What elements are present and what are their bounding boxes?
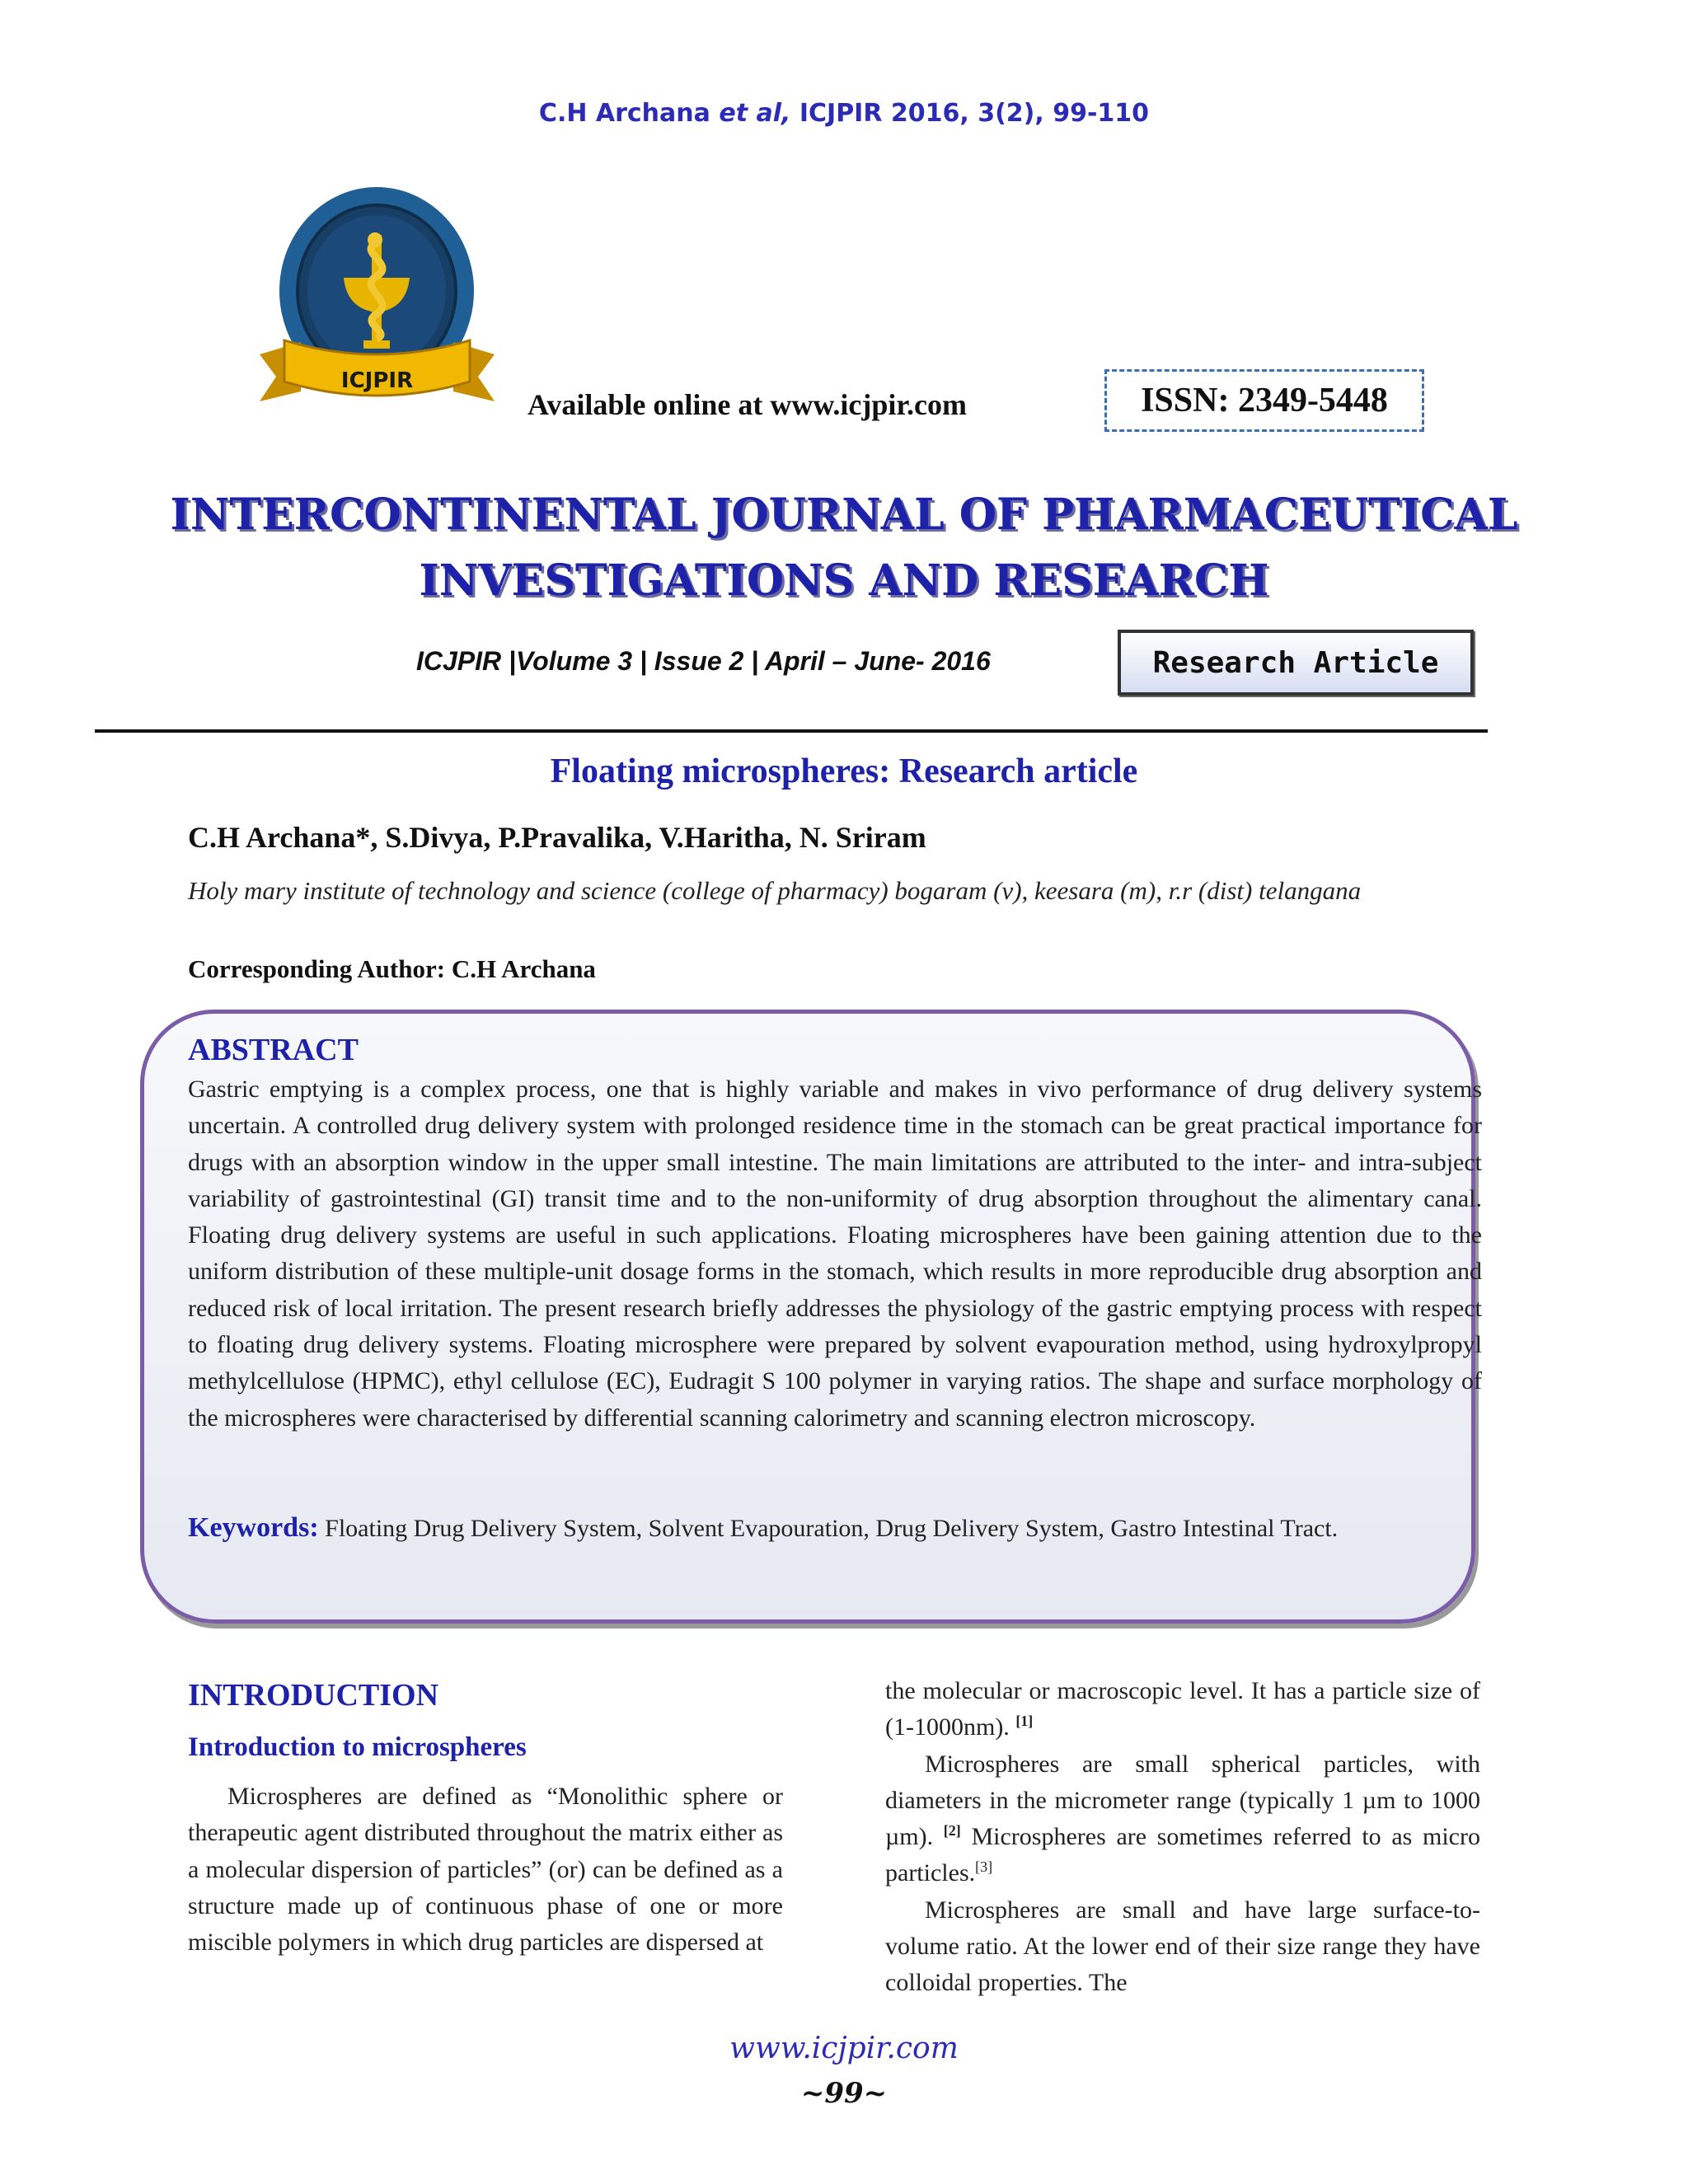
affiliation: Holy mary institute of technology and science (college of pharmacy) bogaram (v), keesara (m), r.r (dist) telangana [188,876,1362,905]
running-head-rest: ICJPIR 2016, 3(2), 99-110 [790,99,1150,128]
right-paragraph-1 [885,1673,1480,1746]
corresponding-label: Corresponding Author: [188,954,452,983]
left-column [188,1779,783,1961]
running-head [0,99,1688,128]
journal-logo [251,185,503,424]
article-type-badge [1118,630,1474,696]
citation-1: [1] [1015,1713,1034,1730]
right-paragraph-3: Microspheres are small and have large surface-to-volume ratio. At the lower end of their size range they have colloidal properties. The [885,1896,1480,1997]
running-head-author: C.H Archana [538,99,720,128]
left-paragraph: Microspheres are defined as “Monolithic sphere or therapeutic agent distributed throughout the matrix either as a molecular dispersion of particles” (or) can be defined as a structure made up of continuous phase of one or more miscible polymers in which drug particles are dispersed at [188,1783,783,1957]
author-list: C.H Archana*, S.Divya, P.Pravalika, V.Haritha, N. Sriram [188,821,926,854]
right-paragraph-2 [885,1746,1480,1892]
page-number: ~99~ [800,2077,888,2110]
right-column [885,1673,1480,2002]
journal-title-line1: INTERCONTINENTAL JOURNAL OF PHARMACEUTICAL [170,490,1518,540]
citation-3: [3] [975,1858,993,1876]
footer-url: www.icjpir.com [729,2032,959,2065]
right-p1-text: the molecular or macroscopic level. It has a particle size of (1-1000nm). [885,1677,1480,1741]
corresponding-author [188,954,596,984]
right-p2b-text: Microspheres are sometimes referred to as micro particles. [885,1823,1480,1887]
journal-title [0,482,1688,614]
issn-text: ISSN: 2349-5448 [1141,382,1388,419]
issue-line: ICJPIR |Volume 3 | Issue 2 | April – June- 2016 [416,646,991,676]
corresponding-name: C.H Archana [451,954,596,983]
available-online: Available online at www.icjpir.com [528,388,967,421]
keywords [188,1510,1482,1547]
introduction-heading: INTRODUCTION [188,1678,439,1713]
right-p2a-text: Microspheres are small spherical particles, with diameters in the micrometer range (typically 1 µm to 1000 µm). [885,1750,1480,1851]
journal-title-line2: INVESTIGATIONS AND RESEARCH [419,555,1269,606]
abstract-text: Gastric emptying is a complex process, one that is highly variable and makes in vivo performance of drug delivery systems uncertain. A controlled drug delivery system with prolonged residence time in the stomach can be great practical importance for drugs with an absorption window in the upper small intestine. The main limitations are attributed to the inter- and intra-subject variability of gastrointestinal (GI) transit time and to the non-uniformity of drug absorption throughout the alimentary canal. Floating drug delivery systems are useful in such applications. Floating microspheres have been gaining attention due to the uniform distribution of these multiple-unit dosage forms in the stomach, which results in more reproducible drug absorption and reduced risk of local irritation. The present research briefly addresses the physiology of the gastric emptying process with respect to floating drug delivery systems. Floating microsphere were prepared by solvent evapouration method, using hydroxylpropyl methylcellulose (HPMC), ethyl cellulose (EC), Eudragit S 100 polymer in varying ratios. The shape and surface morphology of the microspheres were characterised by differential scanning calorimetry and scanning electron microscopy. [188,1076,1482,1432]
citation-2: [2] [943,1822,961,1840]
article-title: Floating microspheres: Research article [550,752,1138,790]
keywords-text: Floating Drug Delivery System, Solvent Evapouration, Drug Delivery System, Gastro Intestinal Tract. [318,1515,1339,1542]
badge-label: Research Article [1152,645,1439,680]
header-divider [95,729,1488,733]
issn-box [1104,369,1424,432]
logo-text: ICJPIR [340,368,414,393]
introduction-subheading: Introduction to microspheres [188,1732,527,1762]
keywords-label: Keywords: [188,1512,319,1543]
running-head-etal: et al, [719,99,791,128]
abstract-heading: ABSTRACT [188,1033,359,1067]
